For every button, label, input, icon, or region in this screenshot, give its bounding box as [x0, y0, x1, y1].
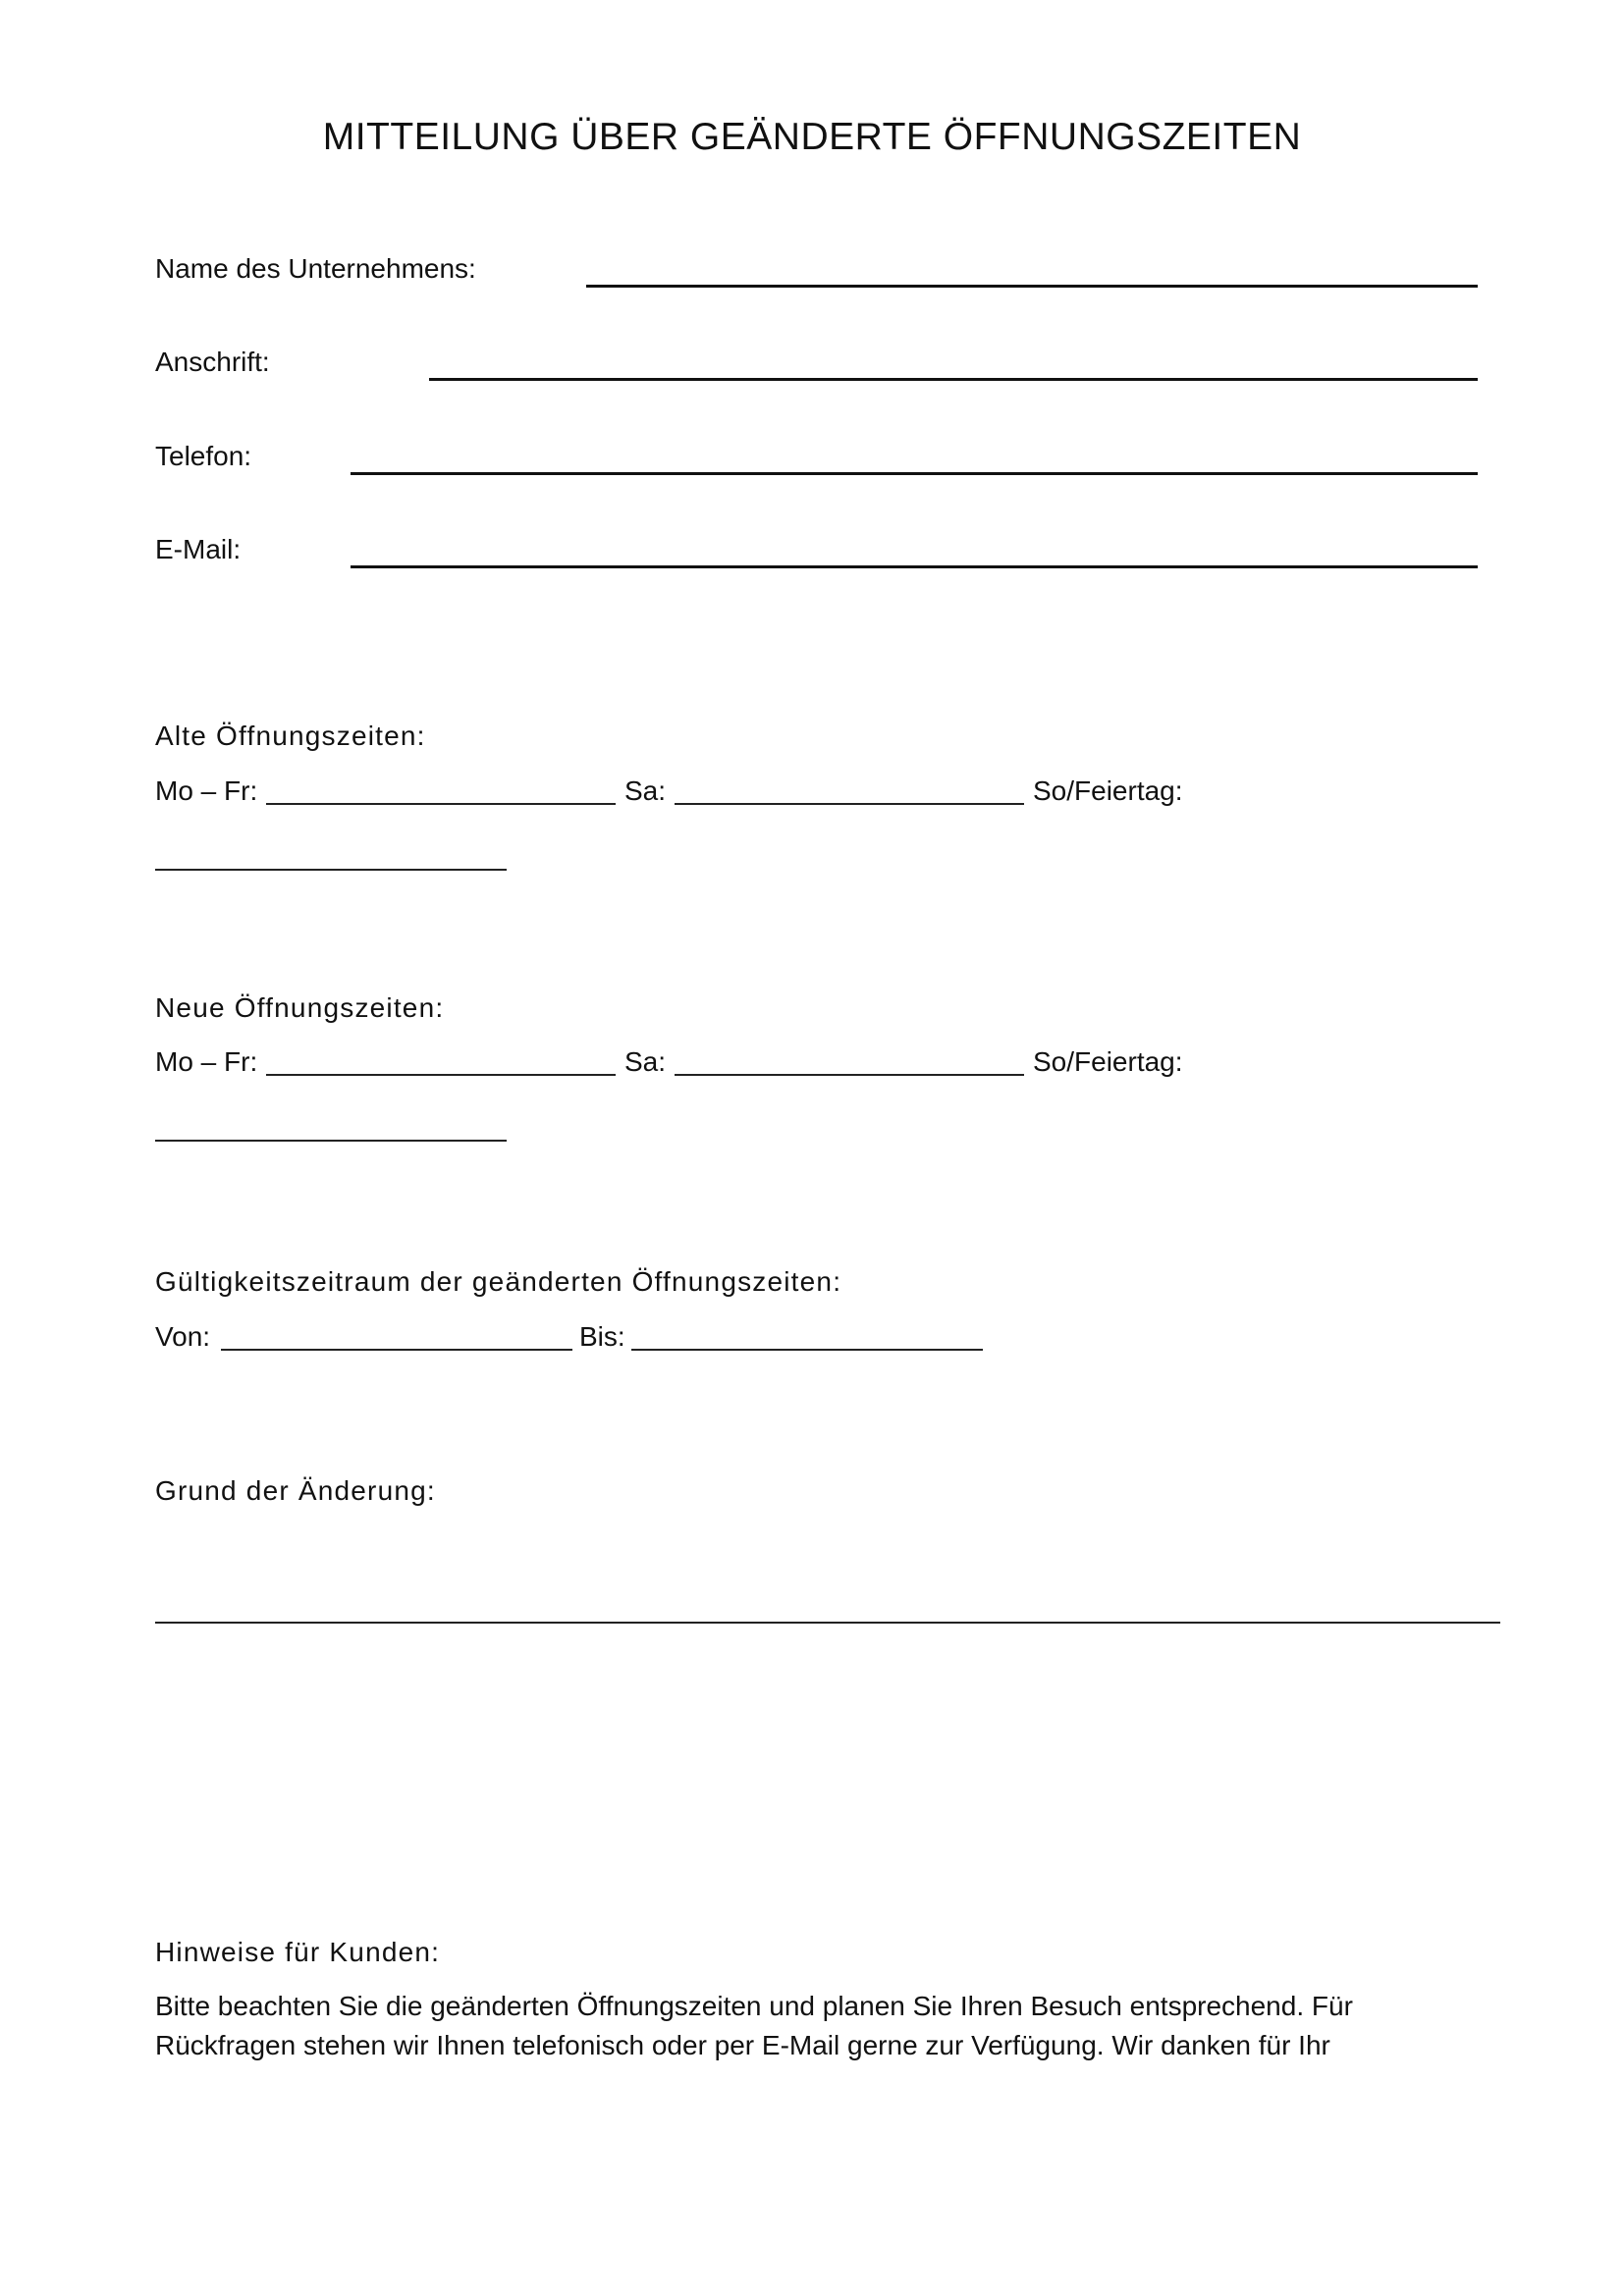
valid-to-field[interactable] — [631, 1321, 983, 1351]
new-saturday-field[interactable] — [675, 1046, 1024, 1076]
old-weekdays-label: Mo – Fr: — [155, 775, 258, 806]
old-weekdays-field[interactable] — [266, 775, 616, 805]
notes-heading: Hinweise für Kunden: — [155, 1937, 441, 1967]
document-title: MITTEILUNG ÜBER GEÄNDERTE ÖFFNUNGSZEITEN — [322, 116, 1302, 158]
new-sunday-label: So/Feiertag: — [1033, 1046, 1183, 1077]
phone-field[interactable] — [351, 472, 1478, 475]
new-weekdays-label: Mo – Fr: — [155, 1046, 258, 1077]
email-label: E-Mail: — [155, 534, 242, 564]
old-saturday-label: Sa: — [624, 775, 667, 806]
address-field[interactable] — [429, 378, 1478, 381]
reason-heading: Grund der Änderung: — [155, 1475, 436, 1506]
valid-from-label: Von: — [155, 1321, 211, 1352]
email-field[interactable] — [351, 565, 1478, 568]
notes-line-2: Rückfragen stehen wir Ihnen telefonisch oder per E-Mail gerne zur Verfügung. Wir danken für Ihr — [155, 2030, 1330, 2060]
company-name-field[interactable] — [586, 285, 1478, 288]
old-sunday-field[interactable] — [155, 841, 507, 871]
address-label: Anschrift: — [155, 347, 270, 377]
notes-line-1: Bitte beachten Sie die geänderten Öffnungszeiten und planen Sie Ihren Besuch entsprechend. Für — [155, 1991, 1353, 2021]
phone-label: Telefon: — [155, 441, 252, 471]
reason-field[interactable] — [155, 1594, 1500, 1624]
old-saturday-field[interactable] — [675, 775, 1024, 805]
old-hours-heading: Alte Öffnungszeiten: — [155, 721, 426, 751]
validity-heading: Gültigkeitszeitraum der geänderten Öffnungszeiten: — [155, 1266, 842, 1297]
new-weekdays-field[interactable] — [266, 1046, 616, 1076]
company-name-label: Name des Unternehmens: — [155, 253, 476, 284]
old-sunday-label: So/Feiertag: — [1033, 775, 1183, 806]
new-saturday-label: Sa: — [624, 1046, 667, 1077]
new-hours-heading: Neue Öffnungszeiten: — [155, 992, 445, 1023]
new-sunday-field[interactable] — [155, 1112, 507, 1142]
valid-to-label: Bis: — [579, 1321, 625, 1352]
valid-from-field[interactable] — [221, 1321, 572, 1351]
